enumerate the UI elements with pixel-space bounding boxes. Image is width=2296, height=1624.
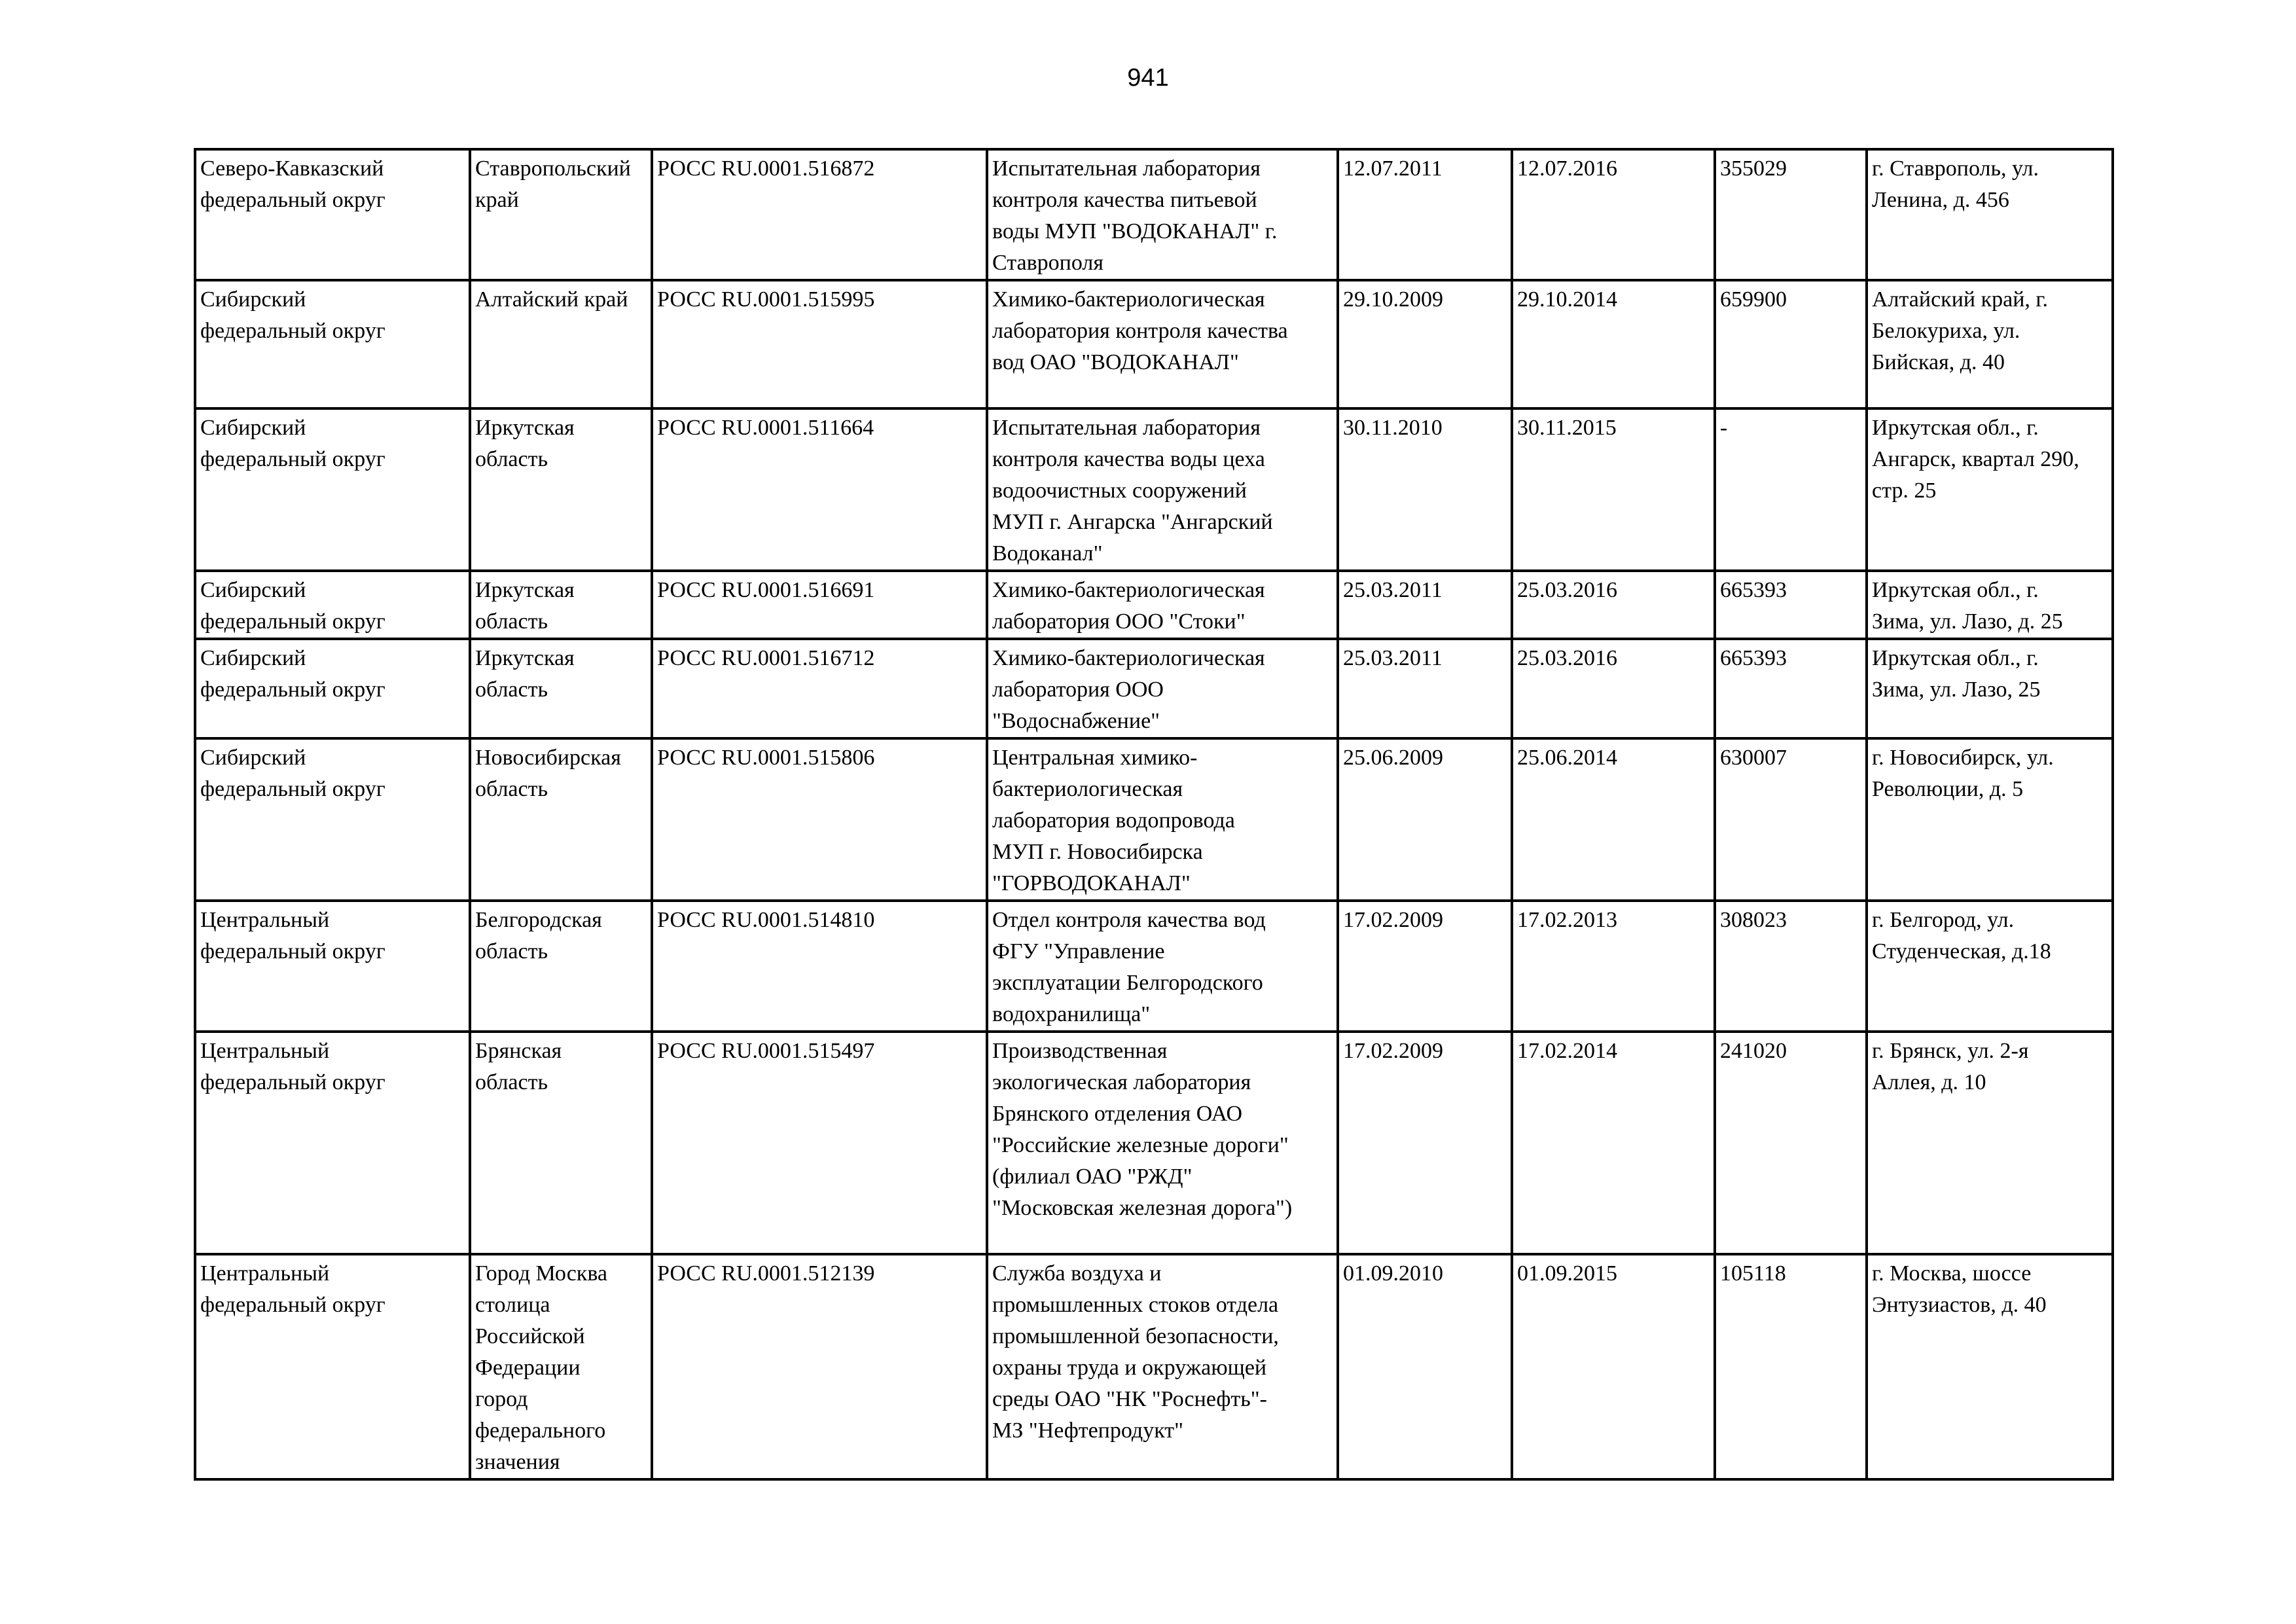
cell-address: Иркутская обл., г. Ангарск, квартал 290, стр. 25 (1867, 408, 2113, 571)
cell-address: Иркутская обл., г. Зима, ул. Лазо, д. 25 (1867, 571, 2113, 639)
cell-district: Сибирский федеральный округ (195, 408, 470, 571)
cell-address: г. Белгород, ул. Студенческая, д.18 (1867, 901, 2113, 1032)
cell-district: Центральный федеральный округ (195, 901, 470, 1032)
cell-reg-number: РОСС RU.0001.512139 (652, 1254, 987, 1479)
cell-district: Центральный федеральный округ (195, 1032, 470, 1254)
cell-postcode: 308023 (1715, 901, 1867, 1032)
cell-laboratory: Испытательная лаборатория контроля качества воды цеха водоочистных сооружений МУП г. Ангарска "Ангарский Водоканал" (987, 408, 1338, 571)
cell-date-from: 25.03.2011 (1338, 571, 1512, 639)
cell-address: Иркутская обл., г. Зима, ул. Лазо, 25 (1867, 639, 2113, 738)
cell-reg-number: РОСС RU.0001.516872 (652, 149, 987, 280)
cell-postcode: 659900 (1715, 280, 1867, 408)
table-row (195, 1254, 2113, 1479)
laboratory-registry-table (194, 148, 2114, 1481)
table-row (195, 408, 2113, 571)
cell-region: Ставропольский край (470, 149, 652, 280)
cell-date-to: 17.02.2013 (1512, 901, 1715, 1032)
cell-postcode: 665393 (1715, 571, 1867, 639)
cell-reg-number: РОСС RU.0001.516712 (652, 639, 987, 738)
cell-laboratory: Химико-бактериологическая лаборатория ООО "Водоснабжение" (987, 639, 1338, 738)
cell-reg-number: РОСС RU.0001.514810 (652, 901, 987, 1032)
cell-laboratory: Испытательная лаборатория контроля качества питьевой воды МУП "ВОДОКАНАЛ" г. Ставрополя (987, 149, 1338, 280)
table-row (195, 639, 2113, 738)
cell-laboratory: Химико-бактериологическая лаборатория контроля качества вод ОАО "ВОДОКАНАЛ" (987, 280, 1338, 408)
cell-postcode: 105118 (1715, 1254, 1867, 1479)
cell-address: Алтайский край, г. Белокуриха, ул. Бийская, д. 40 (1867, 280, 2113, 408)
cell-date-to: 30.11.2015 (1512, 408, 1715, 571)
table-row (195, 149, 2113, 280)
cell-date-to: 29.10.2014 (1512, 280, 1715, 408)
cell-date-from: 17.02.2009 (1338, 901, 1512, 1032)
cell-postcode: 630007 (1715, 738, 1867, 901)
cell-reg-number: РОСС RU.0001.515806 (652, 738, 987, 901)
cell-reg-number: РОСС RU.0001.515497 (652, 1032, 987, 1254)
cell-laboratory: Производственная экологическая лаборатория Брянского отделения ОАО "Российские железные дороги" (филиал ОАО "РЖД" "Московская железная дорога") (987, 1032, 1338, 1254)
cell-reg-number: РОСС RU.0001.515995 (652, 280, 987, 408)
cell-region: Брянская область (470, 1032, 652, 1254)
cell-district: Сибирский федеральный округ (195, 571, 470, 639)
cell-date-from: 25.06.2009 (1338, 738, 1512, 901)
cell-date-from: 01.09.2010 (1338, 1254, 1512, 1479)
cell-region: Иркутская область (470, 639, 652, 738)
cell-district: Центральный федеральный округ (195, 1254, 470, 1479)
cell-date-to: 12.07.2016 (1512, 149, 1715, 280)
cell-region: Иркутская область (470, 408, 652, 571)
cell-date-from: 17.02.2009 (1338, 1032, 1512, 1254)
cell-reg-number: РОСС RU.0001.516691 (652, 571, 987, 639)
cell-district: Сибирский федеральный округ (195, 639, 470, 738)
cell-region: Белгородская область (470, 901, 652, 1032)
cell-date-from: 25.03.2011 (1338, 639, 1512, 738)
cell-region: Алтайский край (470, 280, 652, 408)
cell-address: г. Новосибирск, ул. Революции, д. 5 (1867, 738, 2113, 901)
page-number: 941 (1127, 64, 1169, 92)
cell-date-to: 17.02.2014 (1512, 1032, 1715, 1254)
cell-address: г. Москва, шоссе Энтузиастов, д. 40 (1867, 1254, 2113, 1479)
cell-date-to: 01.09.2015 (1512, 1254, 1715, 1479)
cell-reg-number: РОСС RU.0001.511664 (652, 408, 987, 571)
cell-postcode: 241020 (1715, 1032, 1867, 1254)
table-row (195, 280, 2113, 408)
cell-address: г. Ставрополь, ул. Ленина, д. 456 (1867, 149, 2113, 280)
cell-postcode: - (1715, 408, 1867, 571)
cell-date-to: 25.03.2016 (1512, 571, 1715, 639)
cell-date-from: 29.10.2009 (1338, 280, 1512, 408)
cell-address: г. Брянск, ул. 2-я Аллея, д. 10 (1867, 1032, 2113, 1254)
cell-region: Город Москва столица Российской Федерации город федерального значения (470, 1254, 652, 1479)
table-row (195, 1032, 2113, 1254)
cell-laboratory: Служба воздуха и промышленных стоков отдела промышленной безопасности, охраны труда и окружающей среды ОАО "НК "Роснефть"- МЗ "Нефтепродукт" (987, 1254, 1338, 1479)
cell-region: Новосибирская область (470, 738, 652, 901)
cell-region: Иркутская область (470, 571, 652, 639)
cell-laboratory: Отдел контроля качества вод ФГУ "Управление эксплуатации Белгородского водохранилища" (987, 901, 1338, 1032)
cell-district: Северо-Кавказский федеральный округ (195, 149, 470, 280)
cell-district: Сибирский федеральный округ (195, 280, 470, 408)
cell-date-from: 12.07.2011 (1338, 149, 1512, 280)
table-row (195, 571, 2113, 639)
cell-district: Сибирский федеральный округ (195, 738, 470, 901)
cell-date-to: 25.03.2016 (1512, 639, 1715, 738)
table-row (195, 901, 2113, 1032)
cell-date-from: 30.11.2010 (1338, 408, 1512, 571)
cell-laboratory: Центральная химико- бактериологическая лаборатория водопровода МУП г. Новосибирска "ГОРВОДОКАНАЛ" (987, 738, 1338, 901)
cell-laboratory: Химико-бактериологическая лаборатория ООО "Стоки" (987, 571, 1338, 639)
cell-date-to: 25.06.2014 (1512, 738, 1715, 901)
table-row (195, 738, 2113, 901)
cell-postcode: 665393 (1715, 639, 1867, 738)
cell-postcode: 355029 (1715, 149, 1867, 280)
